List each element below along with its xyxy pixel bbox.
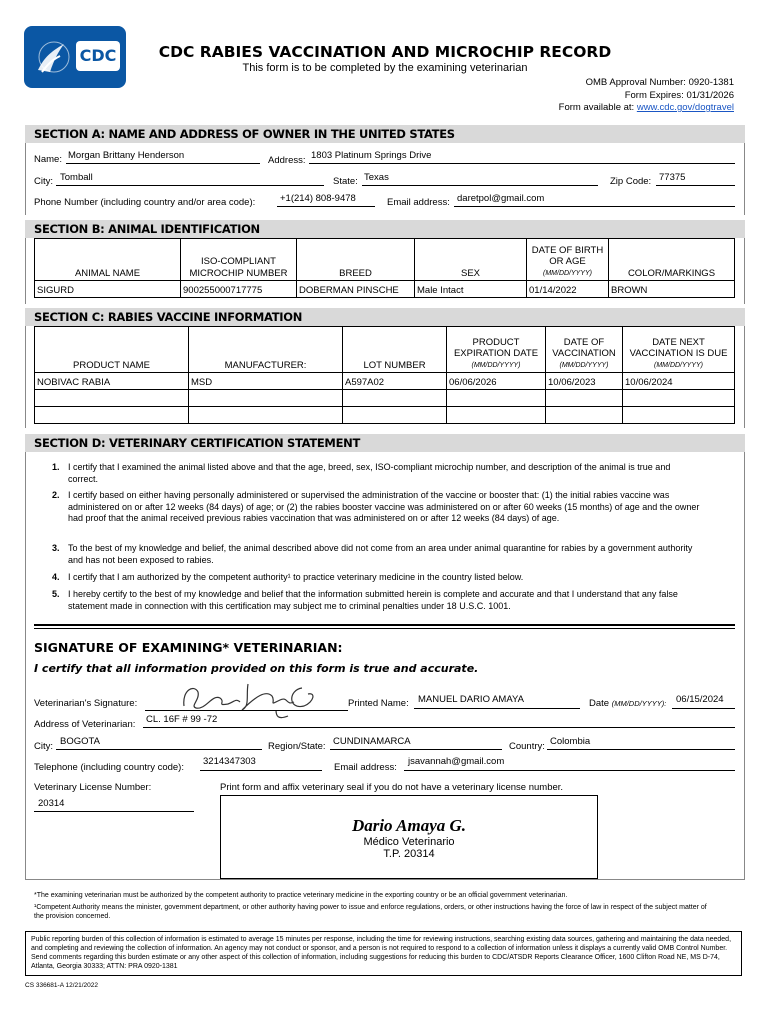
- vet-date-value[interactable]: 06/15/2024: [676, 694, 724, 705]
- col-animal-name: ANIMAL NAME: [35, 239, 181, 281]
- vet-phone-line: [200, 770, 322, 771]
- vet-country-label: Country:: [509, 741, 545, 752]
- color-cell[interactable]: BROWN: [609, 281, 735, 298]
- vet-region-value[interactable]: CUNDINAMARCA: [333, 736, 411, 747]
- vet-region-label: Region/State:: [268, 741, 326, 752]
- vet-date-format: (MM/DD/YYYY):: [611, 699, 667, 708]
- col-manufacturer: MANUFACTURER:: [189, 327, 343, 373]
- owner-state-value[interactable]: Texas: [364, 172, 389, 183]
- col-color: COLOR/MARKINGS: [609, 239, 735, 281]
- form-available-label: Form available at:: [558, 102, 635, 113]
- owner-city-label: City:: [34, 176, 53, 187]
- col-next-due-format: (MM/DD/YYYY): [654, 361, 703, 369]
- seal-box[interactable]: [220, 795, 598, 879]
- col-expiration-format: (MM/DD/YYYY): [471, 361, 521, 369]
- cdc-logo: [24, 26, 126, 88]
- dogtravel-link[interactable]: www.cdc.gov/dogtravel: [636, 102, 734, 113]
- empty-cell[interactable]: [189, 390, 343, 407]
- vet-email-value[interactable]: jsavannah@gmail.com: [408, 756, 505, 767]
- cert-text: I certify based on either having personally administered or supervised the administration of the vaccine or booster that: (1) the initial rabies vaccine was administered on or after 12 weeks (84 days) of age; or (2) the rabies booster vaccine was administered on or after 60 weeks (15 months) of age and the owner had proof that the animal received previous rabies vaccination that was administered on or after 12 weeks (84 days) of age.: [68, 490, 700, 523]
- vet-email-line: [404, 770, 735, 771]
- license-line: [34, 811, 194, 812]
- form-expires: Form Expires: 01/31/2026: [624, 89, 734, 101]
- printed-name-value[interactable]: MANUEL DARIO AMAYA: [418, 694, 524, 705]
- col-dob-label: DATE OF BIRTH OR AGE: [531, 244, 604, 267]
- microchip-cell[interactable]: 900255000717775: [181, 281, 297, 298]
- omb-info: [559, 77, 734, 115]
- vet-city-value[interactable]: BOGOTA: [60, 736, 100, 747]
- cert-text: I certify that I examined the animal listed above and that the age, breed, sex, ISO-compliant microchip number, and description of the animal is true and correct.: [68, 462, 671, 484]
- form-title: CDC RABIES VACCINATION AND MICROCHIP RECORD: [158, 43, 612, 61]
- vet-date-line: [672, 708, 735, 709]
- empty-cell[interactable]: [447, 390, 546, 407]
- vet-city-line: [56, 749, 262, 750]
- empty-cell[interactable]: [343, 407, 447, 424]
- cert-num: 3.: [52, 543, 60, 553]
- col-sex: SEX: [415, 239, 527, 281]
- owner-city-value[interactable]: Tomball: [60, 172, 93, 183]
- vet-city-label: City:: [34, 741, 53, 752]
- table-row: [35, 407, 735, 424]
- section-b-heading: SECTION B: ANIMAL IDENTIFICATION: [25, 220, 745, 238]
- seal-name: Dario Amaya G.: [351, 816, 467, 835]
- owner-address-label: Address:: [268, 155, 306, 166]
- footnote-1: *The examining veterinarian must be authorized by the competent authority to practice veterinary medicine in the exporting country or be an official government veterinarian.: [34, 892, 568, 899]
- double-divider: [34, 624, 735, 629]
- empty-cell[interactable]: [546, 390, 623, 407]
- form-available: [559, 102, 734, 115]
- printed-name-line: [414, 708, 580, 709]
- section-d-heading: SECTION D: VETERINARY CERTIFICATION STATEMENT: [25, 434, 745, 452]
- owner-city-line: [56, 185, 324, 186]
- form-code: CS 336681-A 12/21/2022: [25, 982, 99, 989]
- vaccine-table: [34, 326, 735, 424]
- vet-address-label: Address of Veterinarian:: [34, 719, 136, 730]
- col-breed: BREED: [297, 239, 415, 281]
- vet-address-line: [143, 727, 735, 728]
- col-vaccination-date: [546, 327, 623, 373]
- vet-signature-line: [145, 710, 348, 711]
- cert-num: 1.: [52, 462, 60, 472]
- owner-address-line: [309, 163, 735, 164]
- owner-email-label: Email address:: [387, 197, 450, 208]
- signature-subtitle: I certify that all information provided on this form is true and accurate.: [34, 662, 479, 675]
- license-label: Veterinary License Number:: [34, 782, 152, 793]
- owner-zip-line: [656, 185, 735, 186]
- table-row: [35, 373, 735, 390]
- owner-phone-value[interactable]: +1(214) 808-9478: [280, 193, 356, 204]
- col-expiration-label: PRODUCT EXPIRATION DATE: [453, 336, 539, 359]
- vet-country-line: [547, 749, 735, 750]
- empty-cell[interactable]: [447, 407, 546, 424]
- printed-name-label: Printed Name:: [348, 698, 409, 709]
- seal-instruction: Print form and affix veterinary seal if you do not have a veterinary license number.: [220, 782, 564, 793]
- col-microchip: ISO-COMPLIANT MICROCHIP NUMBER: [181, 239, 297, 281]
- animal-name-cell[interactable]: SIGURD: [35, 281, 181, 298]
- owner-zip-value[interactable]: 77375: [659, 172, 686, 183]
- col-vaccination-label: DATE OF VACCINATION: [552, 336, 616, 359]
- signature-title: SIGNATURE OF EXAMINING* VETERINARIAN:: [34, 640, 343, 655]
- col-next-due: [623, 327, 735, 373]
- owner-name-label: Name:: [34, 154, 62, 165]
- manufacturer-cell[interactable]: MSD: [189, 373, 343, 390]
- form-subtitle: This form is to be completed by the examining veterinarian: [242, 62, 528, 74]
- section-c-heading: SECTION C: RABIES VACCINE INFORMATION: [25, 308, 745, 326]
- certification-list: [52, 462, 702, 622]
- empty-cell[interactable]: [35, 407, 189, 424]
- dob-cell[interactable]: 01/14/2022: [527, 281, 609, 298]
- vet-signature-label: Veterinarian's Signature:: [34, 698, 138, 709]
- hhs-eagle-icon: [34, 38, 70, 76]
- cert-text: To the best of my knowledge and belief, the animal described above did not come from an area under animal quarantine for rabies by a government authority and has not been exposed to rabies.: [68, 543, 693, 565]
- empty-cell[interactable]: [623, 407, 735, 424]
- empty-cell[interactable]: [623, 390, 735, 407]
- footnote-2: ¹Competent Authority means the minister, government department, or other authority having power to issue and enforce regulations, orders, or other instructions having the force of law in respect of the subject matter of the provision concerned.: [34, 904, 707, 920]
- owner-state-line: [362, 185, 598, 186]
- table-row: [35, 390, 735, 407]
- empty-cell[interactable]: [35, 390, 189, 407]
- empty-cell[interactable]: [343, 390, 447, 407]
- owner-phone-label: Phone Number (including country and/or area code):: [34, 197, 256, 208]
- vet-address-value[interactable]: CL. 16F # 99 -72: [146, 714, 218, 725]
- vet-phone-value[interactable]: 3214347303: [203, 756, 256, 767]
- empty-cell[interactable]: [189, 407, 343, 424]
- animal-id-table: [34, 238, 735, 298]
- col-dob-format: (MM/DD/YYYY): [543, 269, 592, 277]
- vet-region-line: [330, 749, 502, 750]
- lot-number-cell[interactable]: A597A02: [343, 373, 447, 390]
- vet-date-label-text: Date: [589, 698, 610, 709]
- omb-number: OMB Approval Number: 0920-1381: [585, 77, 734, 88]
- cert-num: 2.: [52, 490, 60, 500]
- owner-email-line: [454, 206, 735, 207]
- sex-cell[interactable]: Male Intact: [415, 281, 527, 298]
- expiration-cell[interactable]: 06/06/2026: [447, 373, 546, 390]
- vet-date-label: [589, 698, 666, 709]
- col-product-name: PRODUCT NAME: [35, 327, 189, 373]
- owner-address-value[interactable]: 1803 Platinum Springs Drive: [311, 150, 432, 161]
- seal-title: Médico Veterinario: [363, 836, 455, 848]
- cdc-wordmark: CDC: [76, 41, 120, 71]
- cert-num: 5.: [52, 589, 60, 599]
- owner-email-value[interactable]: daretpol@gmail.com: [457, 193, 545, 204]
- breed-cell[interactable]: DOBERMAN PINSCHE: [297, 281, 415, 298]
- license-value[interactable]: 20314: [38, 798, 65, 809]
- vaccination-date-cell[interactable]: 10/06/2023: [546, 373, 623, 390]
- vet-country-value[interactable]: Colombia: [550, 736, 591, 747]
- vet-phone-label: Telephone (including country code):: [34, 762, 184, 773]
- owner-zip-label: Zip Code:: [610, 176, 652, 187]
- vet-email-label: Email address:: [334, 762, 397, 773]
- owner-state-label: State:: [333, 176, 358, 187]
- cert-text: I hereby certify to the best of my knowledge and belief that the information submitted herein is complete and accurate and that I understand that any false statement made in connection with this certification may subject me to criminal penalties under 18 U.S.C. 1001.: [68, 589, 678, 611]
- cert-text: I certify that I am authorized by the competent authority¹ to practice veterinary medicine in the country listed below.: [68, 572, 524, 582]
- product-name-cell[interactable]: NOBIVAC RABIA: [35, 373, 189, 390]
- cert-num: 4.: [52, 572, 60, 582]
- empty-cell[interactable]: [546, 407, 623, 424]
- owner-name-line: [66, 163, 260, 164]
- col-dob: [527, 239, 609, 281]
- burden-statement: Public reporting burden of this collection of information is estimated to average 15 minutes per response, including the time for reviewing instructions, searching existing data sources, gathering and maintaining the data needed, and completing and reviewing the collection of information. An agency may not conduct or sponsor, and a person is not required to respond to a collection of information unless it displays a currently valid OMB Control Number. Send comments regarding this burden estimate or any other aspect of this collection of information, including suggestions for reducing this burden to CDC/ATSDR Reports Clearance Officer, 1600 Clifton Road NE, MS D-74, Atlanta, Georgia 30333; ATTN: PRA 0920-1381: [25, 931, 742, 976]
- owner-phone-line: [277, 206, 375, 207]
- col-expiration: [447, 327, 546, 373]
- col-next-due-label: DATE NEXT VACCINATION IS DUE: [629, 336, 728, 359]
- owner-name-value[interactable]: Morgan Brittany Henderson: [68, 150, 185, 161]
- col-lot-number: LOT NUMBER: [343, 327, 447, 373]
- next-due-cell[interactable]: 10/06/2024: [623, 373, 735, 390]
- seal-tp: T.P. 20314: [383, 848, 435, 860]
- section-a-heading: SECTION A: NAME AND ADDRESS OF OWNER IN THE UNITED STATES: [25, 125, 745, 143]
- col-vaccination-format: (MM/DD/YYYY): [559, 361, 609, 369]
